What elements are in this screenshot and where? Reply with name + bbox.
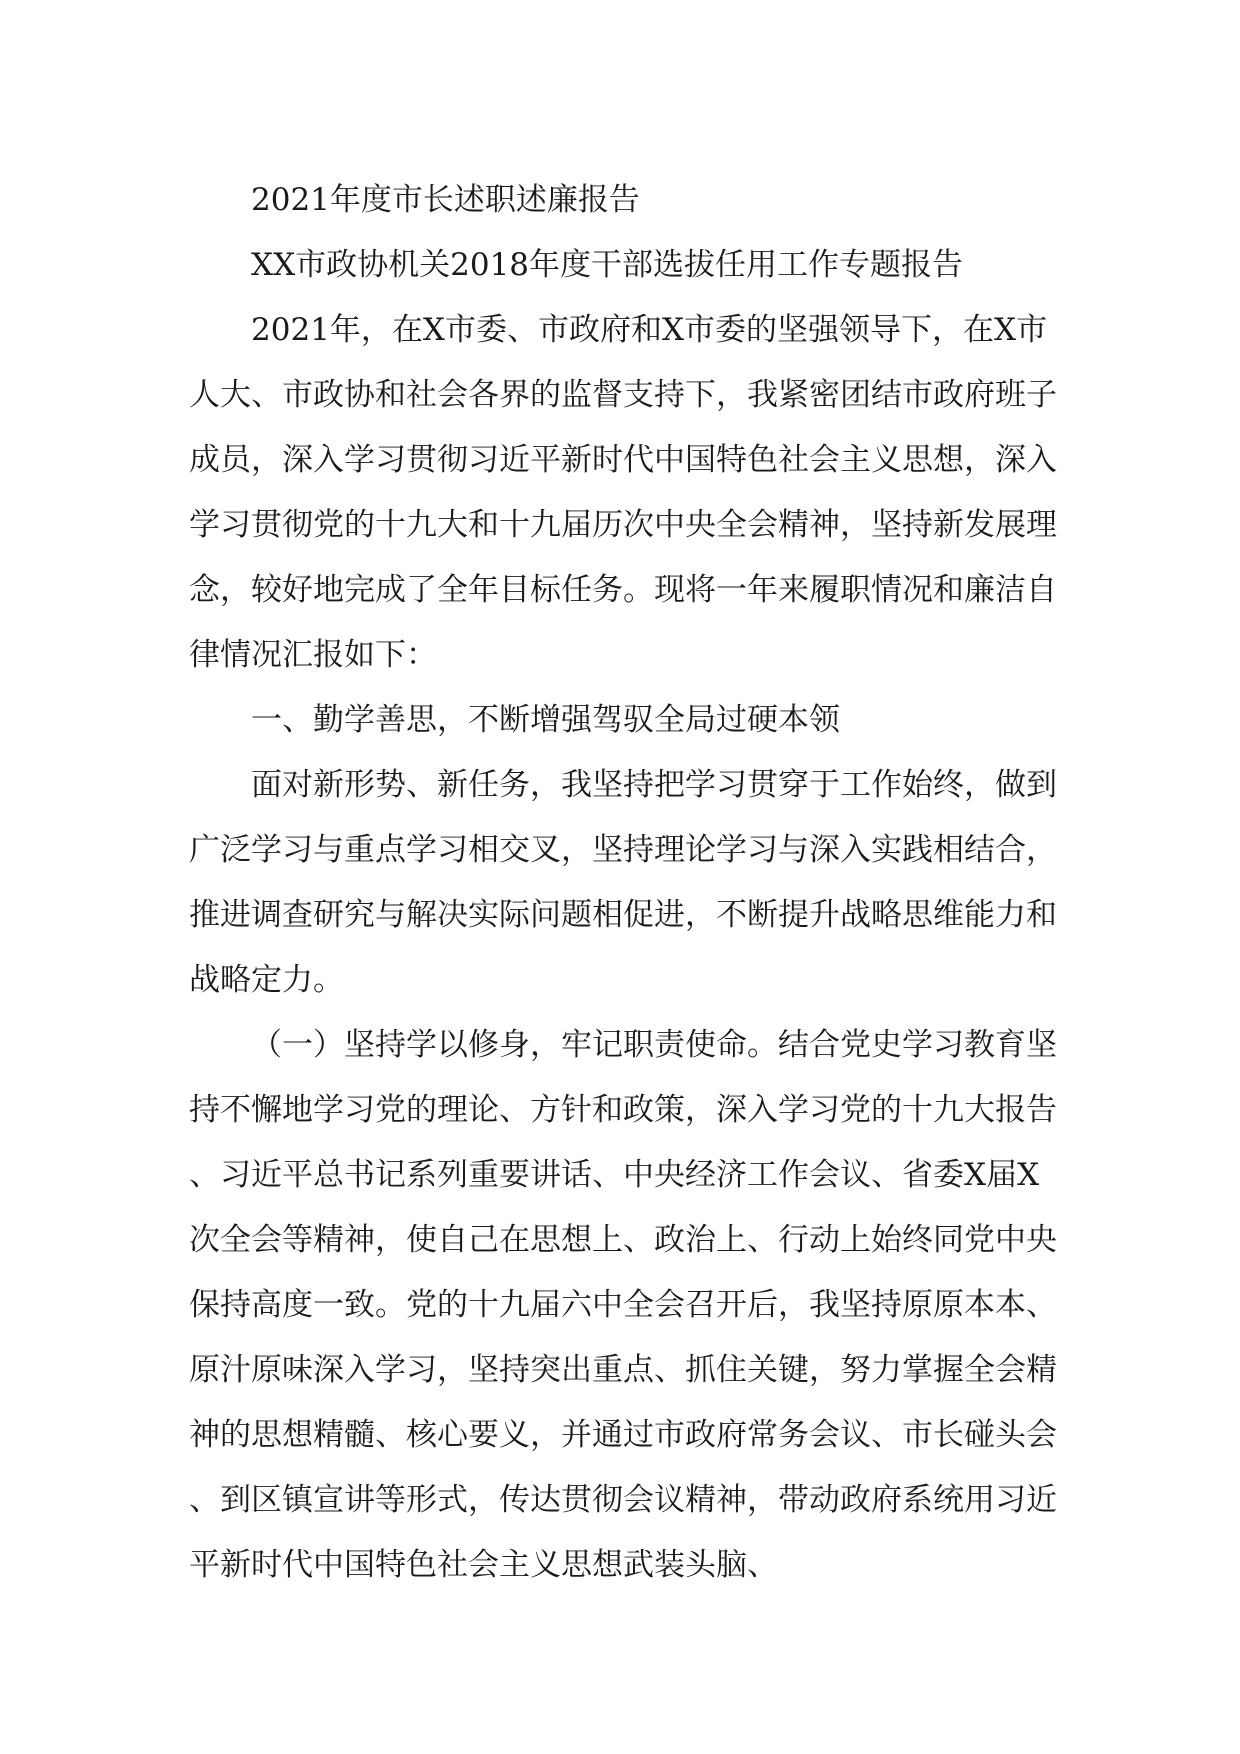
document-title: 2021年度市长述职述廉报告 [251, 182, 640, 218]
document-subtitle: XX市政协机关2018年度干部选拔任用工作专题报告 [251, 247, 964, 283]
intro-paragraph: 2021年，在X市委、市政府和X市委的坚强领导下，在X市人大、市政协和社会各界的监督支持下，我紧密团结市政府班子成员，深入学习贯彻习近平新时代中国特色社会主义思想，深入学习贯彻党的十九大和十九届历次中央全会精神，坚持新发展理念，较好地完成了全年目标任务。现将一年来履职情况和廉洁自律情况汇报如下： [189, 312, 1057, 673]
section-heading: 一、勤学善思，不断增强驾驭全局过硬本领 [251, 702, 840, 738]
document-body [189, 168, 1069, 1598]
body-paragraph: （一）坚持学以修身，牢记职责使命。结合党史学习教育坚持不懈地学习党的理论、方针和政策，深入学习党的十九大报告、习近平总书记系列重要讲话、中央经济工作会议、省委X届X次全会等精神，使自己在思想上、政治上、行动上始终同党中央保持高度一致。党的十九届六中全会召开后，我坚持原原本本、原汁原味深入学习，坚持突出重点、抓住关键，努力掌握全会精神的思想精髓、核心要义，并通过市政府常务会议、市长碰头会、到区镇宣讲等形式，传达贯彻会议精神，带动政府系统用习近平新时代中国特色社会主义思想武装头脑、 [189, 1027, 1057, 1583]
body-paragraph: 面对新形势、新任务，我坚持把学习贯穿于工作始终，做到广泛学习与重点学习相交叉，坚持理论学习与深入实践相结合，推进调查研究与解决实际问题相促进，不断提升战略思维能力和战略定力。 [189, 767, 1057, 998]
